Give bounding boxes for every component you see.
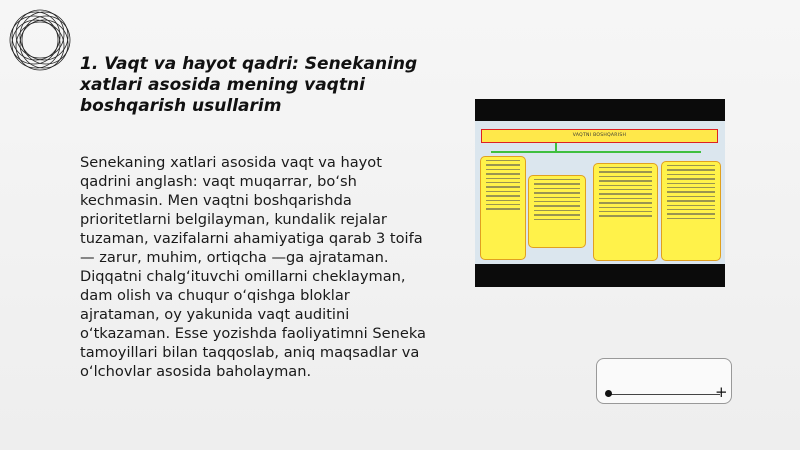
slide-title: 1. Vaqt va hayot qadri: Senekaning xatlari asosida mening vaqtni boshqarish usullarim (80, 54, 418, 116)
diagram-banner: VAQTNI BOSHQARISH (481, 129, 718, 143)
media-player-control[interactable] (596, 358, 732, 404)
slide-body-text: Senekaning xatlari asosida vaqt va hayot qadrini anglash: vaqt muqarrar, bo‘sh kechmasin. Men vaqtni boshqarishda prioritetlarni belgilayman, kundalik rejalar tuzaman, vazifalarni ahamiyatiga qarab 3 toifa — zarur, muhim, ortiqcha —ga ajrataman. Diqqatni chalg‘ituvchi omillarni cheklayman, dam olish va chuqur o‘qishga bloklar ajrataman, oy yakunida vaqt auditini o‘tkazaman. Esse yozishda faoliyatimni Seneka tamoyillari bilan taqqoslab, aniq maqsadlar va o‘lchovlar asosida baholayman. (80, 154, 426, 380)
swirl-ornament-icon (0, 0, 80, 80)
diagram-canvas (475, 121, 725, 264)
diagram-box (593, 163, 658, 261)
diagram-box (661, 161, 721, 261)
diagram-connector (555, 143, 557, 151)
playback-handle[interactable] (605, 390, 612, 397)
plus-icon[interactable]: + (715, 383, 728, 401)
diagram-connector (491, 151, 701, 153)
playback-track[interactable] (608, 394, 720, 395)
diagram-box (480, 156, 526, 260)
diagram-box (528, 175, 586, 248)
embedded-diagram-image (475, 99, 725, 287)
